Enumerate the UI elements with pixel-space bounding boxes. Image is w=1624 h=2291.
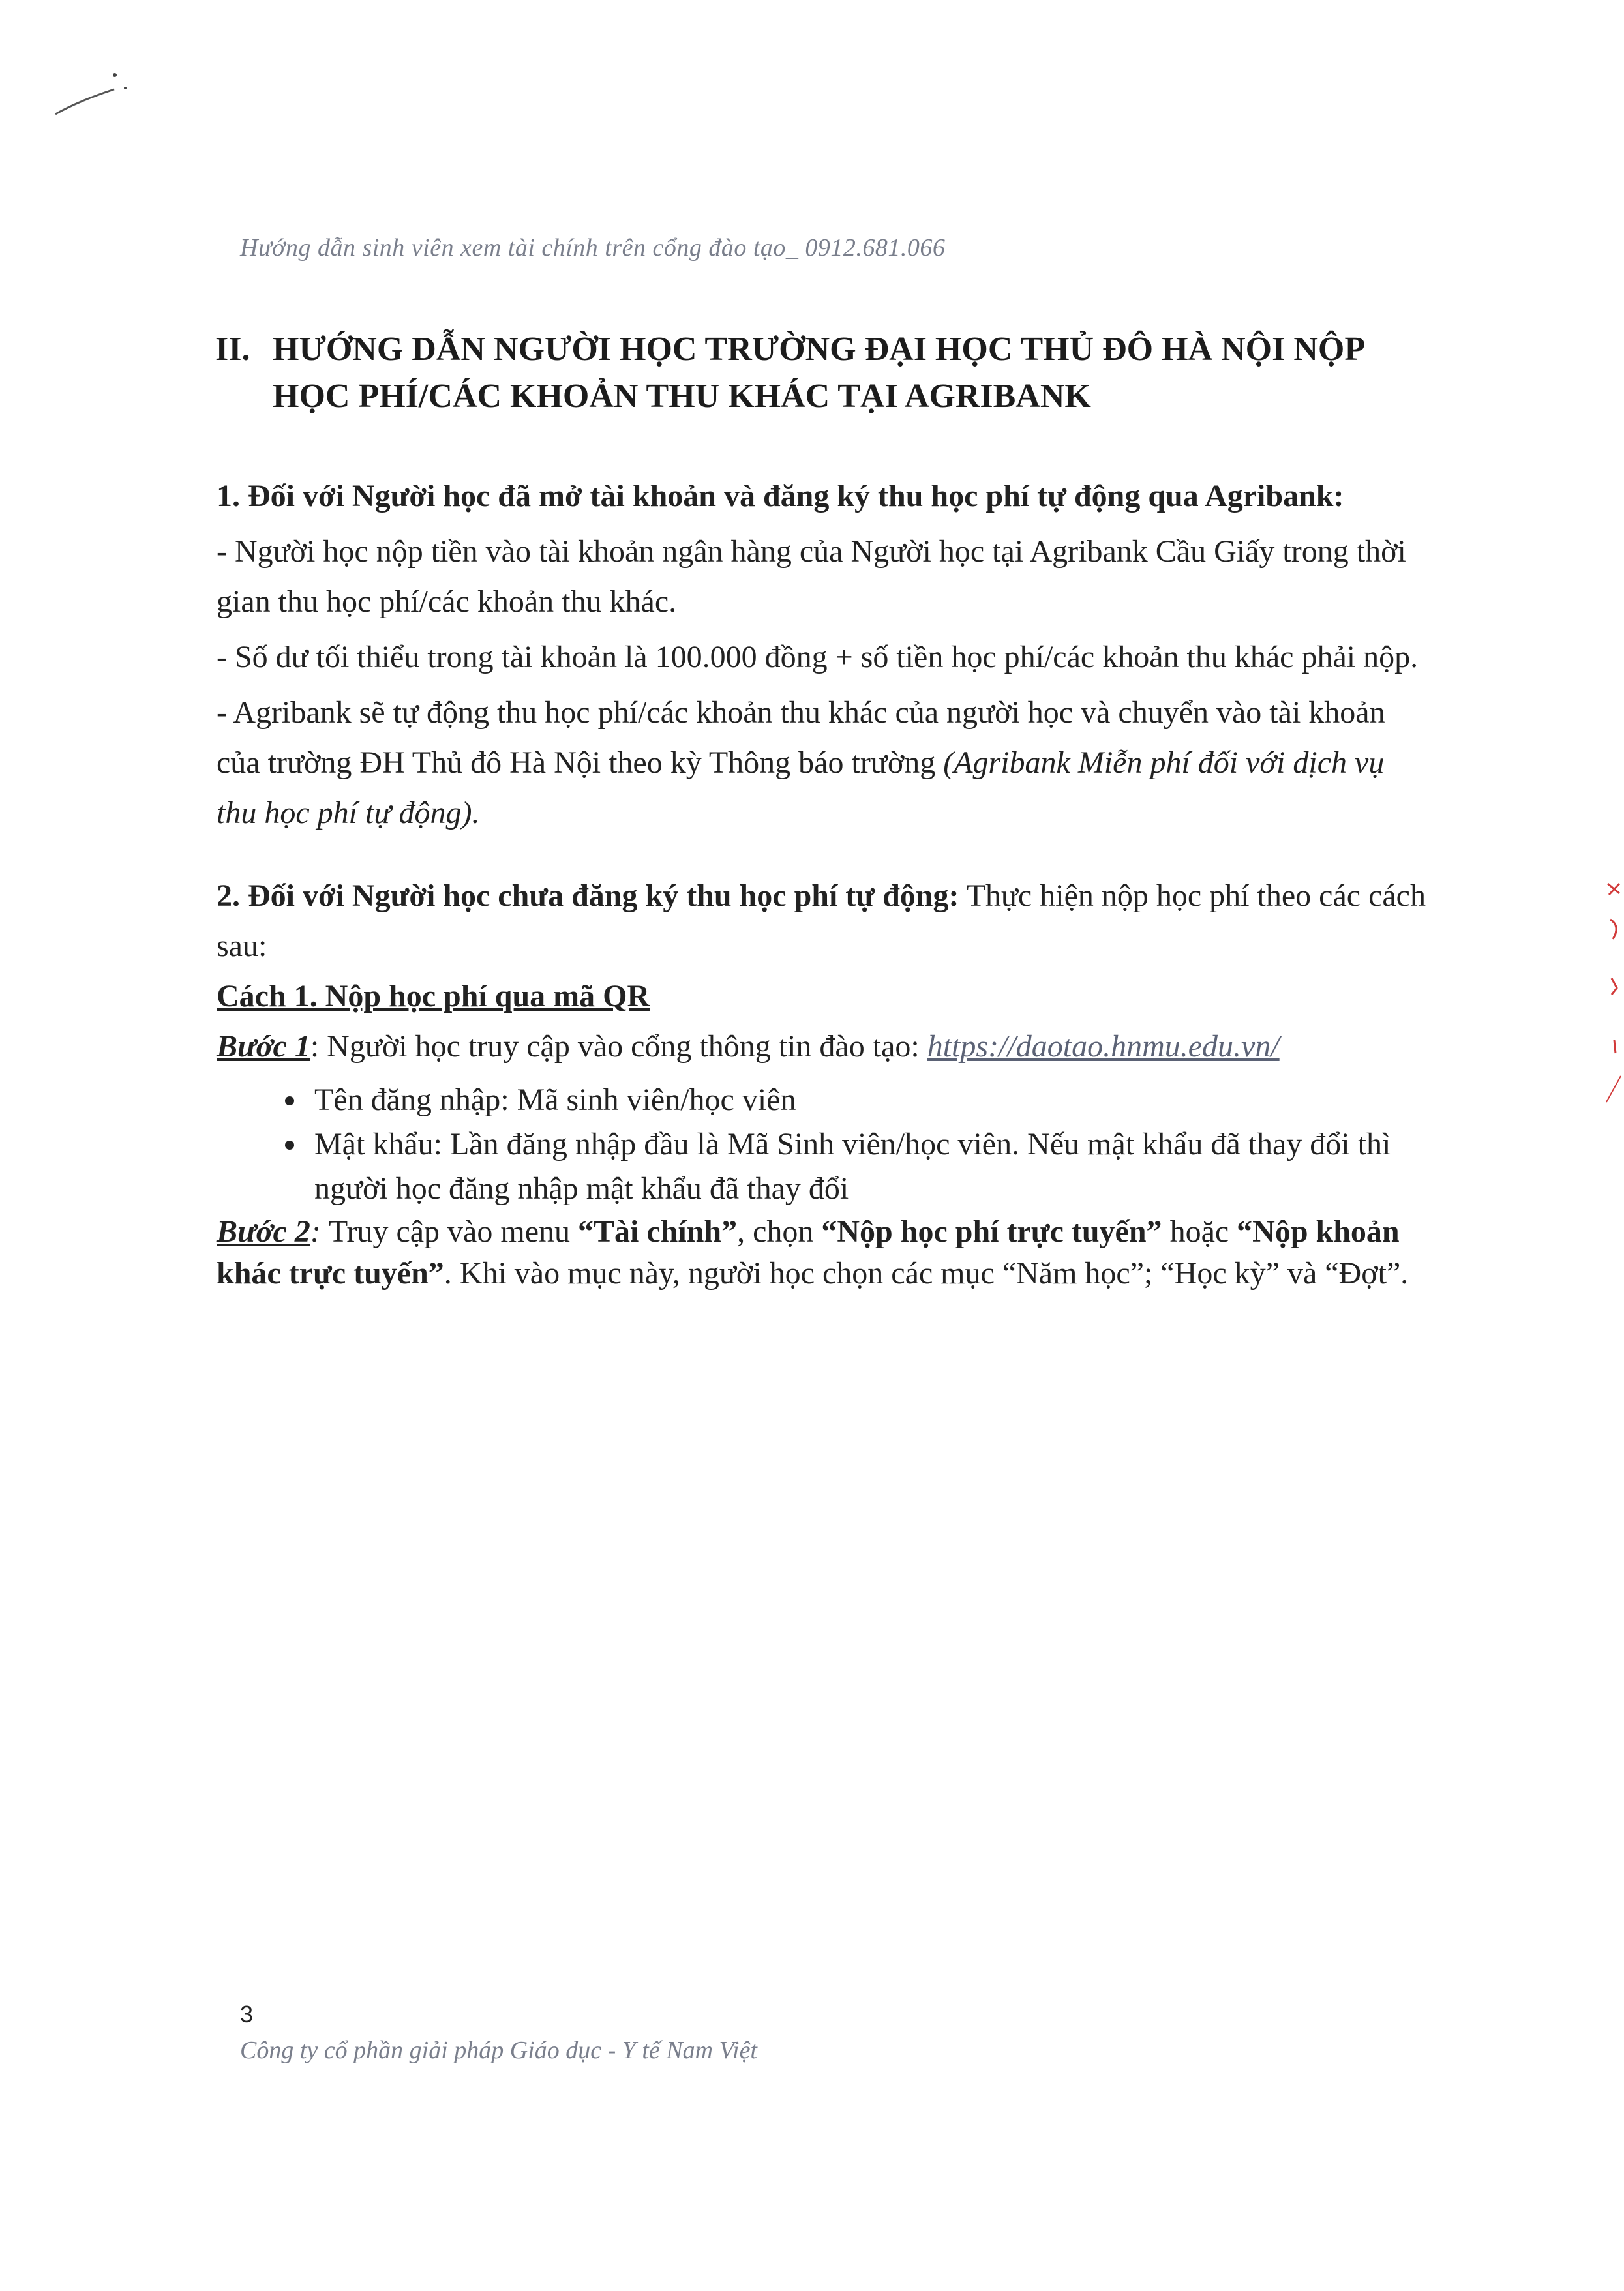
part1-heading: 1. Đối với Người học đã mở tài khoản và đăng ký thu học phí tự động qua Agribank: <box>217 479 1344 513</box>
section-title-line1: HƯỚNG DẪN NGƯỜI HỌC TRƯỜNG ĐẠI HỌC THỦ ĐÔ HÀ NỘI NỘP <box>273 331 1366 368</box>
document-content <box>217 471 1430 1295</box>
part1-paragraph-3 <box>217 687 1430 838</box>
login-bullet-list <box>217 1078 1430 1211</box>
part1-paragraph-3-note: (Agribank Miễn phí đối với dịch vụ thu học phí tự động). <box>217 745 1385 830</box>
part1-paragraph-2: - Số dư tối thiểu trong tài khoản là 100.000 đồng + số tiền học phí/các khoản thu khác phải nộp. <box>217 640 1419 674</box>
part2-heading-paragraph <box>217 871 1430 971</box>
portal-link[interactable]: https://daotao.hnmu.edu.vn/ <box>927 1029 1280 1064</box>
footer-note: Công ty cổ phần giải pháp Giáo dục - Y tế Nam Việt <box>240 2037 757 2064</box>
step1-text: : Người học truy cập vào cổng thông tin đào tạo: <box>310 1029 927 1064</box>
scan-mark <box>52 62 130 134</box>
part1-paragraph-3-text: - Agribank sẽ tự động thu học phí/các khoản thu khác của người học và chuyển vào tài khoản của trường ĐH Thủ đô Hà Nội theo kỳ Thông báo trường <box>217 695 1385 780</box>
menu-tai-chinh: “Tài chính” <box>578 1214 738 1249</box>
section-title <box>215 326 1454 420</box>
step2-text-2: , chọn <box>737 1214 822 1249</box>
step2-text-4: . Khi vào mục này, người học chọn các mục “Năm học”; “Học kỳ” và “Đợt”. <box>444 1256 1409 1291</box>
part1-paragraph-1: - Người học nộp tiền vào tài khoản ngân hàng của Người học tại Agribank Cầu Giấy trong thời gian thu học phí/các khoản thu khác. <box>217 534 1406 619</box>
section-number: II. <box>215 331 250 368</box>
part2-heading: 2. Đối với Người học chưa đăng ký thu học phí tự động: <box>217 878 959 913</box>
step2-text-3: hoặc <box>1162 1214 1237 1249</box>
page-number: 3 <box>240 2001 254 2028</box>
bullet-password: • Mật khẩu: Lần đăng nhập đầu là Mã Sinh viên/học viên. Nếu mật khẩu đã thay đổi thì người học đăng nhập mật khẩu đã thay đổi <box>308 1122 1430 1211</box>
step1-paragraph <box>217 1021 1430 1071</box>
part2-heading-rest: Thực hiện nộp học phí theo các cách sau: <box>217 878 1426 963</box>
step2-label: Bước 2 <box>217 1214 310 1249</box>
header-note: Hướng dẫn sinh viên xem tài chính trên cổng đào tạo_ 0912.681.066 <box>240 234 946 262</box>
step2-colon: : <box>310 1214 329 1249</box>
menu-nop-khoan-khac: “Nộp khoản khác trực tuyến” <box>217 1214 1400 1291</box>
step2-paragraph <box>217 1211 1430 1295</box>
step1-label: Bước 1 <box>217 1029 310 1064</box>
bullet-username: • Tên đăng nhập: Mã sinh viên/học viên <box>308 1078 1430 1122</box>
method1-heading: Cách 1. Nộp học phí qua mã QR <box>217 979 650 1013</box>
step2-text-1: Truy cập vào menu <box>328 1214 578 1249</box>
menu-nop-hoc-phi: “Nộp học phí trực tuyến” <box>821 1214 1162 1249</box>
red-stamp-fragment <box>1601 880 1624 1128</box>
section-title-line2: HỌC PHÍ/CÁC KHOẢN THU KHÁC TẠI AGRIBANK <box>273 378 1091 415</box>
